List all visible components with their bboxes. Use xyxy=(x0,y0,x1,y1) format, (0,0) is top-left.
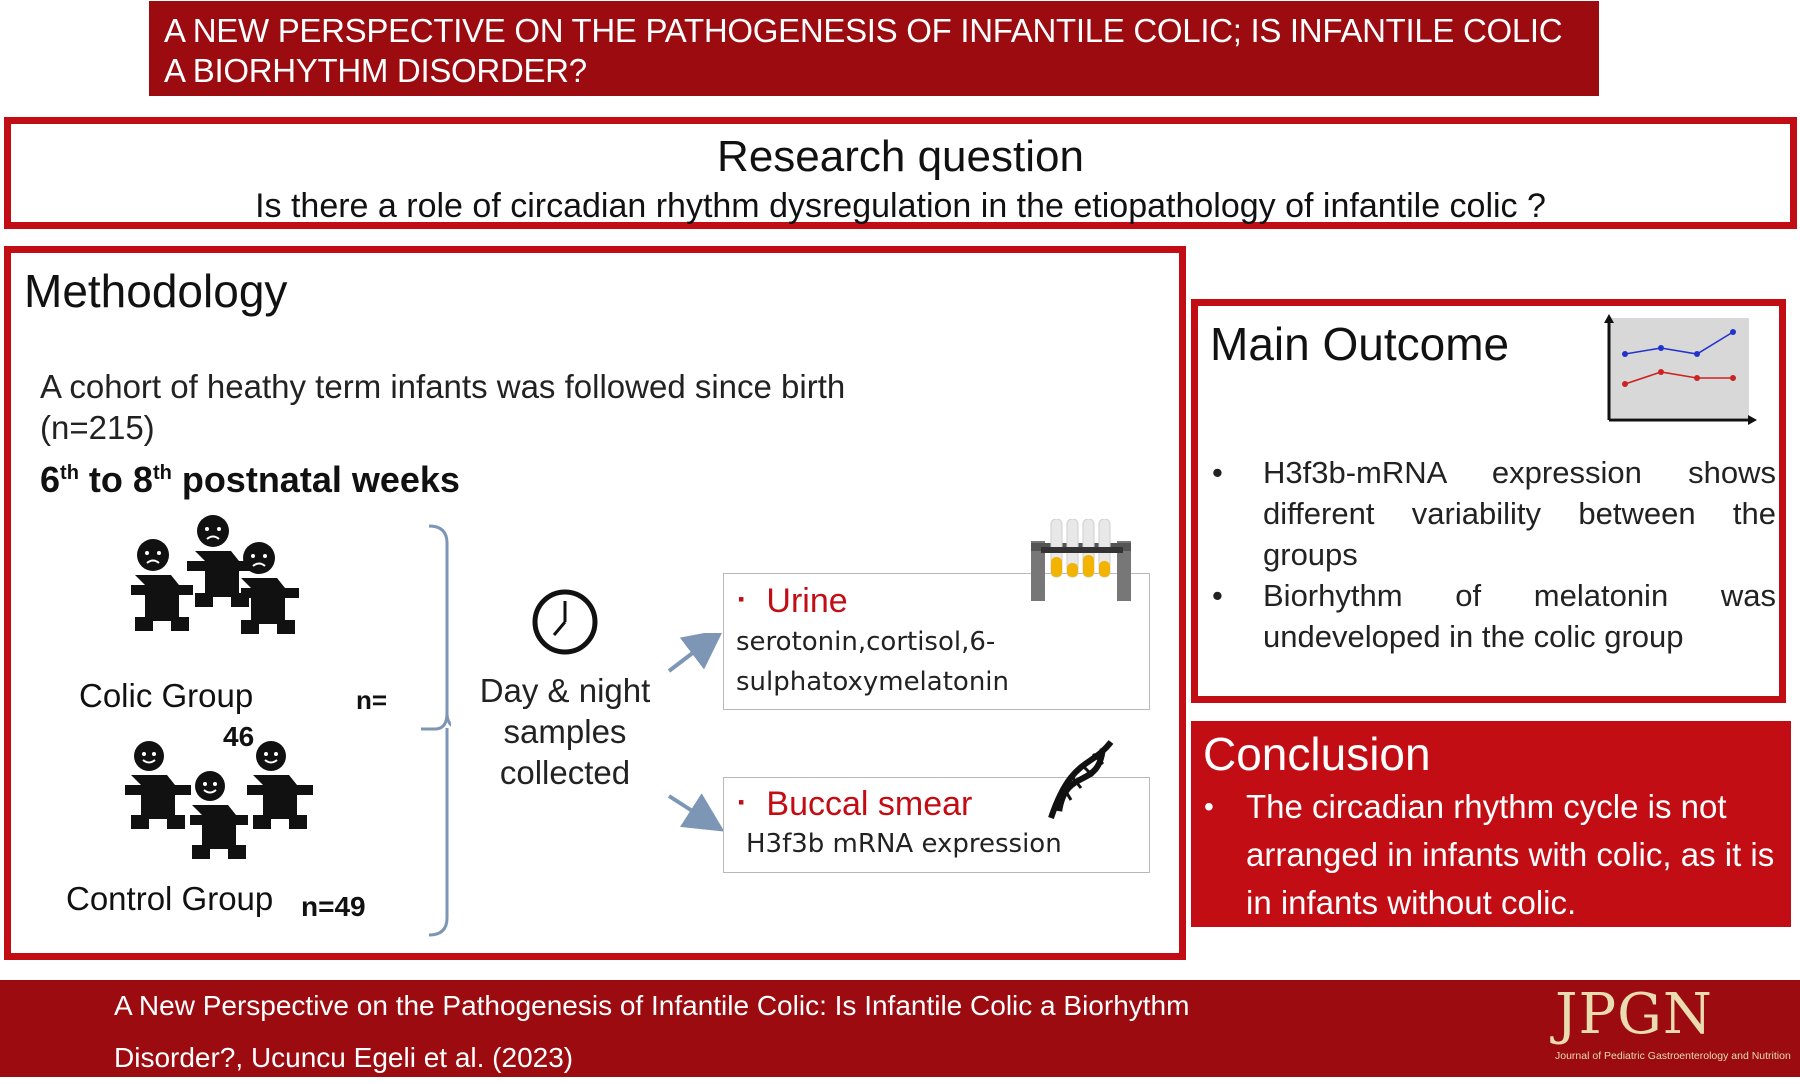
samples-text: Day & night samples collected xyxy=(479,672,651,791)
control-group-label: Control Group xyxy=(66,880,274,917)
conclusion-heading: Conclusion xyxy=(1203,728,1431,780)
conclusion-panel xyxy=(1191,721,1791,927)
methodology-panel xyxy=(4,246,1186,960)
journal-full-name: Journal of Pediatric Gastroenterology and Nutrition xyxy=(1555,1050,1791,1062)
main-title: A NEW PERSPECTIVE ON THE PATHOGENESIS OF INFANTILE COLIC; IS INFANTILE COLIC A BIORHYTHM DISORDER? xyxy=(164,12,1563,89)
main-outcome-list xyxy=(1210,452,1776,657)
main-outcome-heading: Main Outcome xyxy=(1210,318,1510,370)
conclusion-list xyxy=(1203,783,1793,927)
citation: A New Perspective on the Pathogenesis of Infantile Colic: Is Infantile Colic a Biorhythm Disorder?, Ucuncu Egeli et al. (2023) xyxy=(114,990,1190,1073)
control-group-n: n=49 xyxy=(301,891,366,922)
dna-icon xyxy=(1041,738,1121,823)
journal-abbrev: JPGN xyxy=(1555,982,1713,1047)
test-tubes-icon xyxy=(1027,519,1135,605)
buccal-title: ▪ Buccal smear xyxy=(738,785,973,823)
line-chart-icon xyxy=(1599,314,1759,434)
research-question-heading: Research question xyxy=(717,132,1084,181)
journal-logo xyxy=(1537,980,1800,1077)
colic-group-n-prefix: n= xyxy=(356,685,388,715)
cohort-description: A cohort of heathy term infants was followed since birth (n=215) xyxy=(40,368,846,446)
urine-title: ▪ Urine xyxy=(738,582,848,620)
colic-group-label: Colic Group xyxy=(79,677,254,714)
postnatal-weeks: 6th to 8th postnatal weeks xyxy=(40,459,460,500)
sad-babies-icon xyxy=(121,513,301,638)
methodology-heading: Methodology xyxy=(24,265,288,317)
buccal-analyte: H3f3b mRNA expression xyxy=(746,829,1062,859)
footer-bar xyxy=(0,980,1800,1077)
conclusion-item: • The circadian rhythm cycle is not arranged in infants with colic, as it is in infants without colic. xyxy=(1203,783,1793,927)
outcome-item: • H3f3b-mRNA expression shows different variability between the groups xyxy=(1210,452,1776,575)
happy-babies-icon xyxy=(119,738,319,863)
colic-group-n-value: 46 xyxy=(223,721,255,752)
research-question-panel xyxy=(4,117,1797,229)
clock-icon xyxy=(530,587,600,657)
urine-analytes: serotonin,cortisol,6-sulphatoxymelatonin xyxy=(736,627,1009,697)
title-banner xyxy=(149,1,1599,96)
research-question-text: Is there a role of circadian rhythm dysregulation in the etiopathology of infantile colic ? xyxy=(255,187,1546,225)
main-outcome-panel xyxy=(1191,299,1786,703)
outcome-item: • Biorhythm of melatonin was undeveloped in the colic group xyxy=(1210,575,1776,657)
group-bracket xyxy=(371,523,451,943)
arrows xyxy=(657,633,727,853)
